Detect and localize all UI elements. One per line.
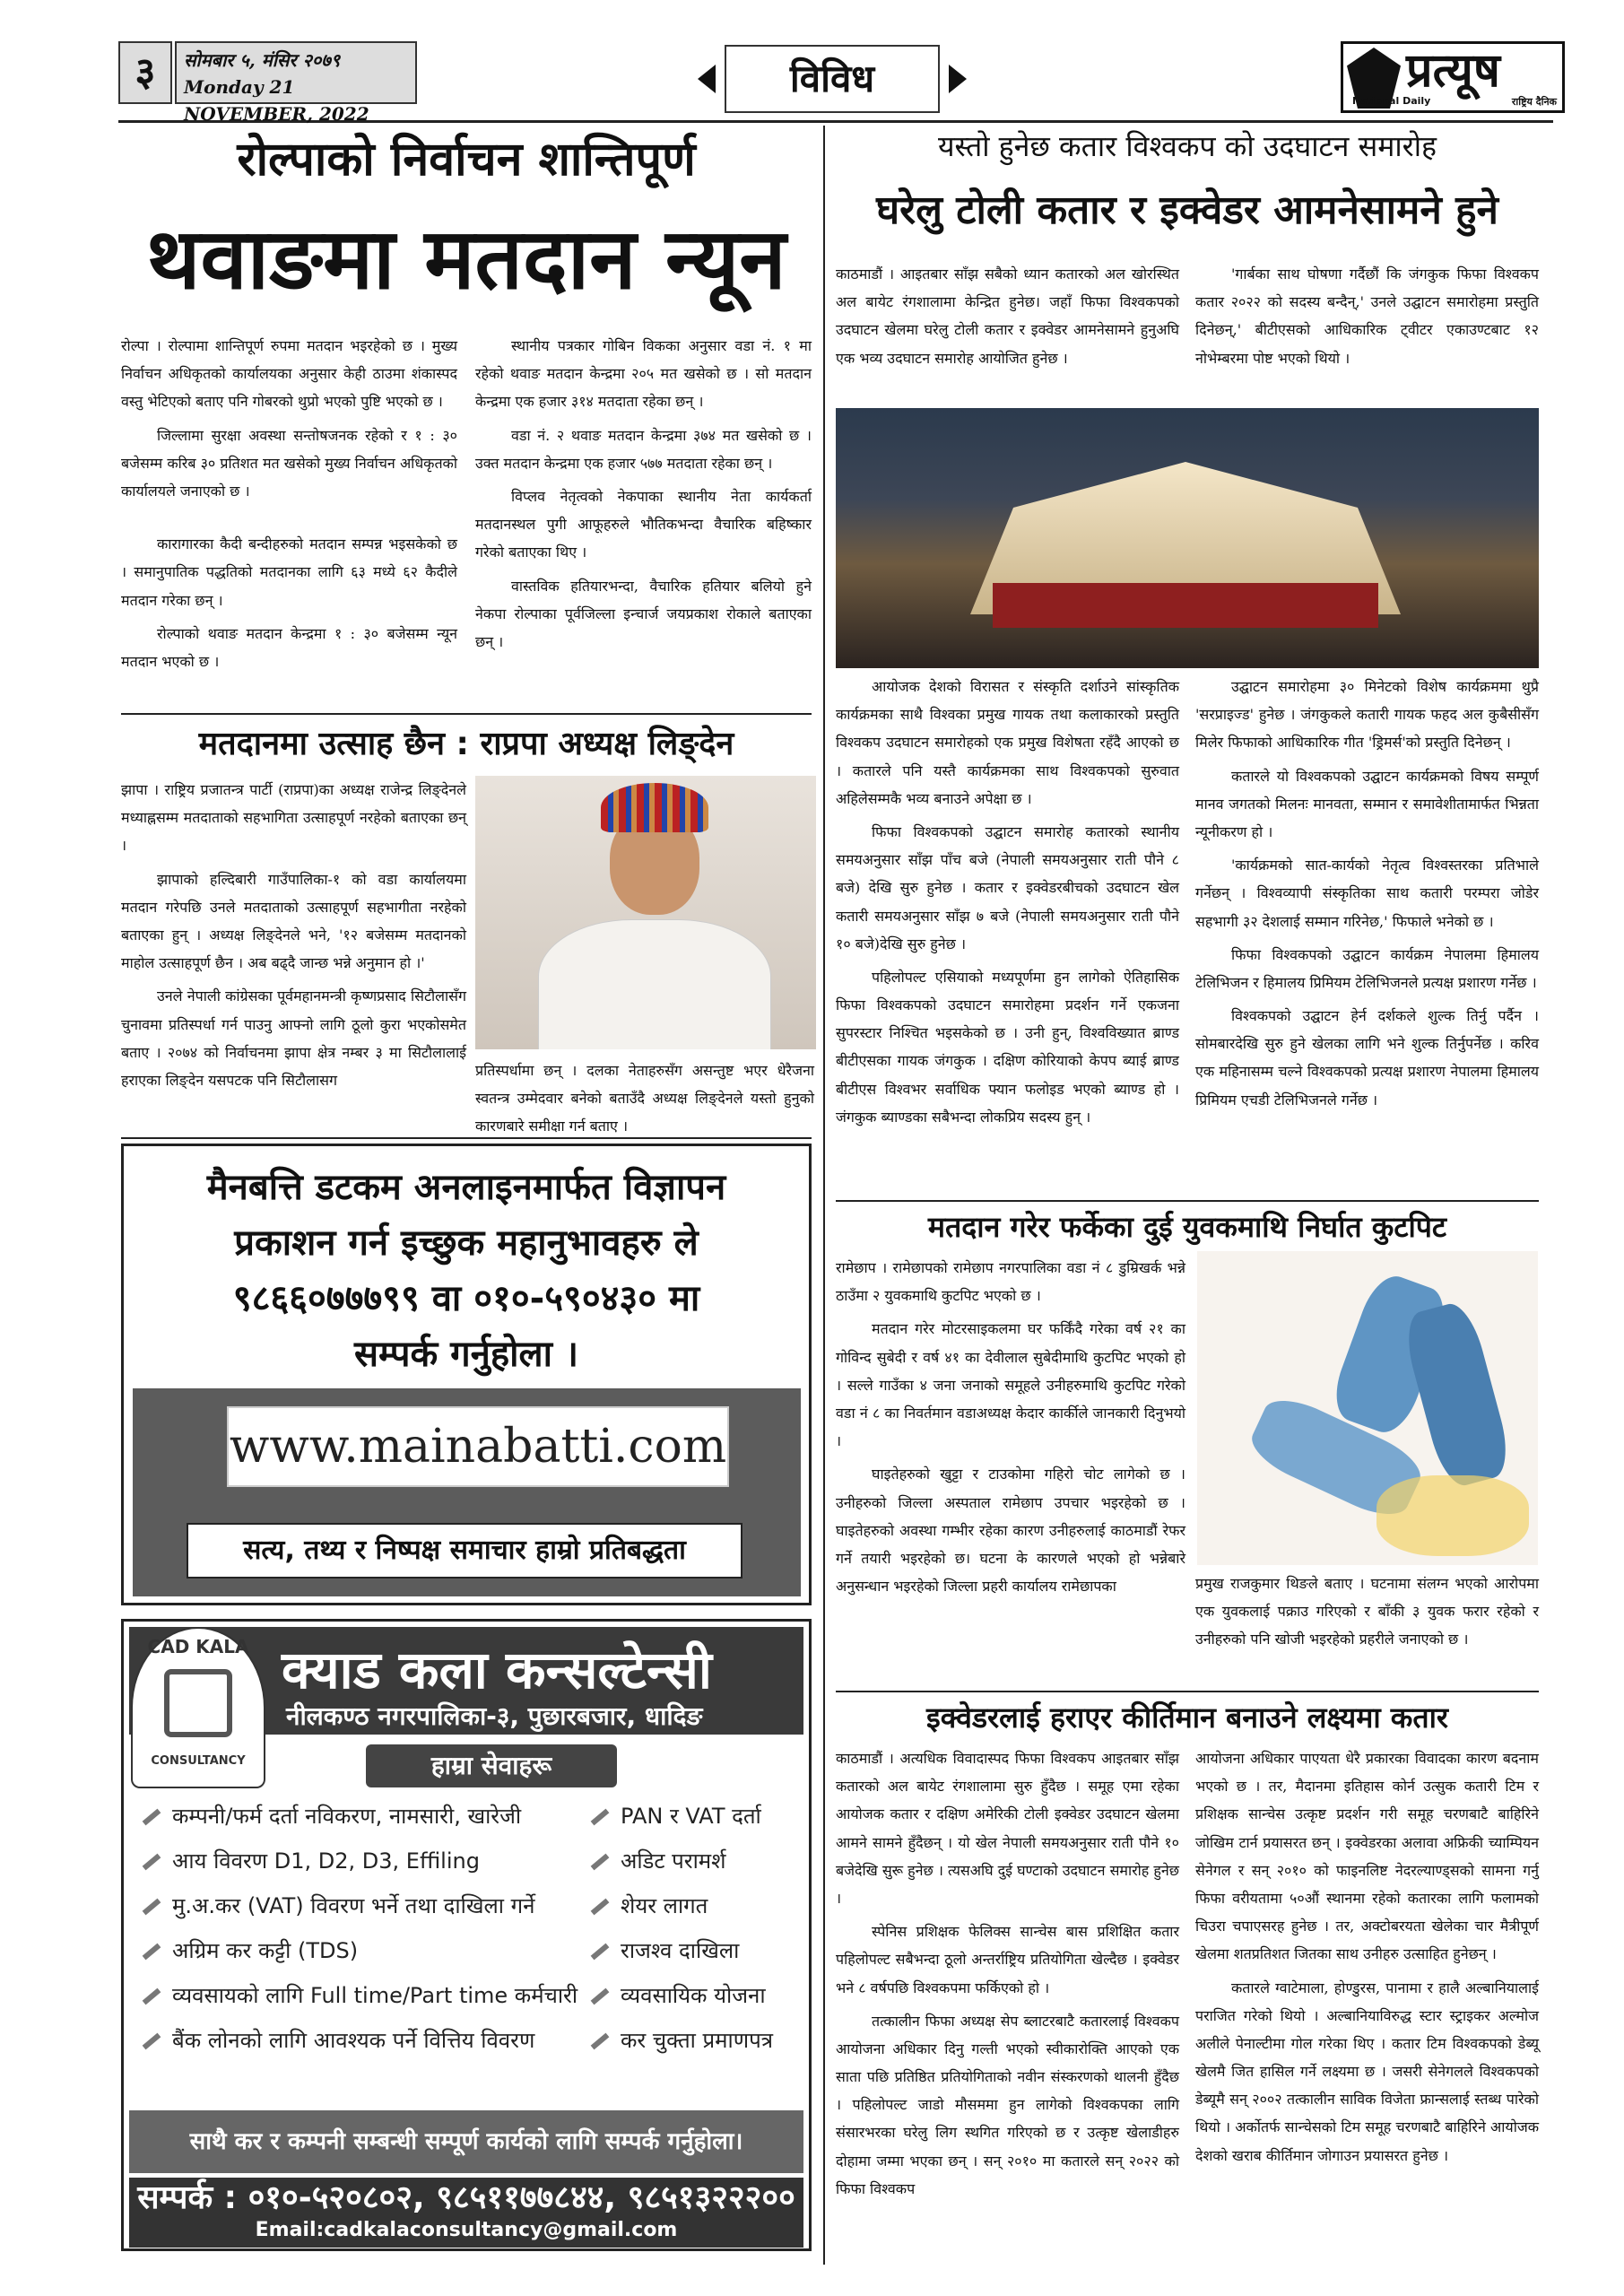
paragraph: रामेछाप । रामेछापको रामेछाप नगरपालिका वडा नं ८ डुम्रिखर्क भन्ने ठाउँमा २ युवकमाथि कुटपिट भएको छ ।	[836, 1259, 1185, 1305]
paragraph: फिफा विश्वकपको उद्घाटन समारोह कतारको स्थानीय समयअनुसार साँझ पाँच बजे (नेपाली समयअनुसार राती पौने ८ बजे) देखि सुरु हुनेछ । कतार र इक्वेडरबीचको उदघाटन खेल कतारी समयअनुसार साँझ ७ बजे (नेपाली समयअनुसार राती पौने १० बजे)देखि सुरु हुनेछ ।	[836, 822, 1179, 952]
ecuador-column-1	[836, 1744, 1179, 2208]
paragraph: प्रमुख राजकुमार थिङले बताए । घटनामा संलग्न भएको आरोपमा एक युवकलाई पक्राउ गरिएको र बाँकी ३ युवक फरार रहेको र उनीहरुको पनि खोजी भइरहेको प्रहरीले जनाएको छ ।	[1195, 1575, 1539, 1648]
qatar-column-1	[836, 673, 1179, 1136]
logo-subtitle	[1352, 95, 1557, 109]
service-item	[590, 1891, 708, 1920]
service-item	[590, 1980, 766, 2010]
paragraph: आयोजक देशको विरासत र संस्कृति दर्शाउने सांस्कृतिक कार्यक्रमका साथै विश्वका प्रमुख गायक तथा कलाकारको प्रस्तुति विश्वकप उदघाटन समारोहको एक प्रमुख विशेषता रहँदै आएको छ । कतारले पनि यस्तै कार्यक्रमका साथ विश्वकपको सुरुवात अहिलेसम्मकै भव्य बनाउने अपेक्षा छ ।	[836, 678, 1179, 807]
paragraph: उद्घाटन समारोहमा ३० मिनेटको विशेष कार्यक्रममा थुप्रै 'सरप्राइज्ड' हुनेछ । जंगकुकले कतारी गायक फहद अल कुबैसीसँग मिलेर फिफाको आधिकारिक गीत 'ड्रिमर्स'को प्रस्तुति दिनेछन् ।	[1195, 678, 1539, 752]
pen-icon	[591, 1899, 610, 1916]
logo-name: प्रत्यूष	[1406, 44, 1500, 98]
paragraph: उनले नेपाली कांग्रेसका पूर्वमहानमन्त्री कृष्णप्रसाद सिटौलासँग चुनावमा प्रतिस्पर्धा गर्न पाउनु आफ्नो लागि ठूलो कुरा भएकोसमेत बताए । २०७४ को निर्वाचनमा झापा क्षेत्र नम्बर ३ मा सिटौलालाई हराएका लिङ्देन यसपटक पनि सिटौलासग	[121, 987, 466, 1089]
ad-line: प्रकाशन गर्न इच्छुक महानुभावहरु ले	[234, 1222, 699, 1264]
ramechhap-headline: मतदान गरेर फर्केका दुई युवकमाथि निर्घात कुटपिट	[927, 1210, 1447, 1244]
ad-contact	[129, 2178, 803, 2248]
service-label: अडिट परामर्श	[621, 1848, 726, 1874]
rpp-column-1	[121, 776, 466, 1100]
divider	[121, 1137, 812, 1139]
illustration-shadow	[1376, 1475, 1529, 1556]
paragraph: 'गार्बका साथ घोषणा गर्दैछौं कि जंगकुक फिफा विश्वकप कतार २०२२ को सदस्य बन्दैन्,' उनले उद्घाटन समारोहमा प्रस्तुति दिनेछन्,' बीटीएसको आधिकारिक ट्वीटर एकाउण्टबाट १२ नोभेम्बरमा पोष्ट भएको थियो ।	[1195, 265, 1539, 367]
service-item	[590, 1846, 725, 1875]
service-item	[590, 2025, 773, 2055]
service-label: व्यवसायको लागि Full time/Part time कर्मचारी	[172, 1983, 578, 2008]
logo-text: CAD KALA	[147, 1636, 249, 1657]
paragraph: फिफा विश्वकपको उद्घाटन कार्यक्रम नेपालमा हिमालय टेलिभिजन र हिमालय प्रिमियम टेलिभिजनले प्रत्यक्ष प्रशारण गर्नेछ ।	[1195, 945, 1539, 991]
pen-icon	[591, 1944, 610, 1961]
qatar-column-2	[1195, 673, 1539, 1119]
cadkala-ad	[121, 1619, 812, 2251]
pen-icon	[143, 1854, 161, 1871]
paragraph: वास्तविक हतियारभन्दा, वैचारिक हतियार बलियो हुने नेकपा रोल्पाका पूर्वजिल्ला इन्चार्ज जयप्रकाश रोकाले बताएका छन् ।	[475, 577, 812, 650]
paragraph: आयोजना अधिकार पाएयता धेरै प्रकारका विवादका कारण बदनाम भएको छ । तर, मैदानमा इतिहास कोर्न उत्सुक कतारी टिम र प्रशिक्षक सान्चेस उत्कृष्ट प्रदर्शन गरी समूह चरणबाटै बाहिरिने जोखिम टार्न प्रयासरत छन् । इक्वेडरका अलावा अफ्रिकी च्याम्पियन सेनेगल र सन् २०१० को फाइनलिष्ट नेदरल्याण्ड्सको सामना गर्नु फिफा वरीयतामा ५०औं स्थानमा रहेको कतारका लागि फलामको चिउरा चपाएसरह हुनेछ । तर, अक्टोबरयता खेलेका चार मैत्रीपूर्ण खेलमा शतप्रतिशत जितका साथ उनीहरु उत्साहित हुनेछन् ।	[1195, 1750, 1539, 1963]
rolpa-column-1	[121, 332, 457, 681]
stadium-band-shape	[993, 583, 1378, 628]
rpp-column-2	[475, 1057, 814, 1146]
lingden-photo	[475, 776, 816, 1049]
mainabatti-ad	[121, 1144, 812, 1605]
paragraph: विप्लव नेतृत्वको नेकपाका स्थानीय नेता कार्यकर्ता मतदानस्थल पुगी आफूहरुले भौतिकभन्दा वैचारिक बहिष्कार गरेको बताएका थिए ।	[475, 487, 812, 561]
paragraph: कारागारका कैदी बन्दीहरुको मतदान सम्पन्न भइसकेको छ । समानुपातिक पद्धतिको मतदानका लागि ६३ मध्ये ६२ कैदीले मतदान गरेका छन् ।	[121, 535, 457, 609]
paragraph: जिल्लामा सुरक्षा अवस्था सन्तोषजनक रहेको र १ : ३० बजेसम्म करिब ३० प्रतिशत मत खसेको मुख्य निर्वाचन अधिकृतको कार्यालयले जनाएको छ ।	[121, 426, 457, 500]
pen-icon	[143, 1809, 161, 1826]
service-label: बैंक लोनको लागि आवश्यक पर्ने वित्तिय विवरण	[172, 2028, 535, 2053]
paragraph: झापाको हल्दिबारी गाउँपालिका-१ को वडा कार्यालयमा मतदान गरेपछि उनले मतदाताको उत्साहपूर्ण सहभागीता नरहेको बताएका हुन् । अध्यक्ष लिङ्देनले भने, '१२ बजेसम्म मतदानको माहोल उत्साहपूर्ण छैन । अब बढ्दै जान्छ भन्ने अनुमान हो ।'	[121, 870, 466, 972]
service-item	[590, 1935, 739, 1965]
section-title: विविध	[725, 45, 940, 113]
photo-figure-cap	[601, 783, 708, 832]
al-bayt-stadium-photo	[836, 408, 1539, 668]
paragraph: वडा नं. २ थवाङ मतदान केन्द्रमा ३७४ मत खसेको छ । उक्त मतदान केन्द्रमा एक हजार ५७७ मतदाता रहेका छन् ।	[475, 426, 812, 472]
pen-icon	[143, 1899, 161, 1916]
photo-figure-body	[538, 919, 771, 1049]
contact-email: Email:cadkalaconsultancy@gmail.com	[255, 2219, 678, 2241]
paragraph: 'कार्यक्रमको सात-कार्यको नेतृत्व विश्वस्तरका प्रतिभाले गर्नेछन् । विश्वव्यापी संस्कृतिका साथ कतारी परम्परा जोडेर सहभागी ३२ देशलाई सम्मान गरिनेछ,' फिफाले भनेको छ ।	[1195, 857, 1539, 930]
qatar-top-column-1	[836, 260, 1179, 378]
paragraph: स्थानीय पत्रकार गोबिन विकका अनुसार वडा नं. १ मा रहेको थवाङ मतदान केन्द्रमा २०५ मत खसेको छ । सो मतदान केन्द्रमा एक हजार ३१४ मतदाता रहेका छन् ।	[475, 337, 812, 411]
ad-url: www.mainabatti.com	[227, 1406, 729, 1487]
ad-banner	[133, 1388, 801, 1596]
paragraph: स्पेनिस प्रशिक्षक फेलिक्स सान्चेस बास प्रशिक्षित कतार पहिलोपल्ट सबैभन्दा ठूलो अन्तर्राष्ट्रिय प्रतियोगिता खेल्दैछ । इक्वेडर भने ८ वर्षपछि विश्वकपमा फर्किएको हो ।	[836, 1923, 1179, 1996]
ad-cta-banner: साथै कर र कम्पनी सम्बन्धी सम्पूर्ण कार्यको लागि सम्पर्क गर्नुहोला।	[129, 2110, 803, 2173]
pen-icon	[591, 1988, 610, 2005]
service-item	[142, 2025, 534, 2055]
newspaper-logo	[1341, 41, 1565, 113]
contact-phones: सम्पर्क : ०१०-५२०८०२, ९८५११७७८४४, ९८५१३२२२००	[137, 2179, 795, 2216]
rolpa-kicker: रोल्पाको निर्वाचन शान्तिपूर्ण	[237, 133, 696, 187]
ad-phone: ९८६६०७७७९९ वा ०१०-५९०४३० मा	[232, 1278, 700, 1319]
paragraph: काठमाडौं । अत्यधिक विवादास्पद फिफा विश्वकप आइतबार साँझ कतारको अल बायेट रंगशालामा सुरु हुँदैछ । समूह एमा रहेका आयोजक कतार र दक्षिण अमेरिकी टोली इक्वेडर उदघाटन खेलमा आमने सामने हुँदैछन् । यो खेल नेपाली समयअनुसार राती पौने १० बजेदेखि सुरू हुनेछ । त्यसअघि दुई घण्टाको उदघाटन समारोह हुनेछ ।	[836, 1750, 1179, 1907]
paragraph: घाइतेहरुको खुट्टा र टाउकोमा गहिरो चोट लागेको छ । उनीहरुको जिल्ला अस्पताल रामेछाप उपचार भइरहेको छ । घाइतेहरुको अवस्था गम्भीर रहेका कारण उनीहरुलाई काठमाडौं रेफर गर्ने तयारी भइरहेको छ। घटना के कारणले भएको हो भन्नेबारे अनुसन्धान भइरहेको जिल्ला प्रहरी कार्यालय रामेछापका	[836, 1465, 1185, 1596]
service-label: व्यवसायिक योजना	[621, 1983, 766, 2008]
service-item	[142, 1846, 480, 1875]
divider	[836, 1200, 1539, 1202]
service-label: कम्पनी/फर्म दर्ता नविकरण, नामसारी, खारेजी	[172, 1804, 522, 1829]
service-item	[142, 1891, 534, 1920]
service-label: राजश्व दाखिला	[621, 1938, 740, 1963]
service-item	[142, 1935, 358, 1965]
paragraph: प्रतिस्पर्धामा छन् । दलका नेताहरुसँग असन्तुष्ट भएर धेरैजना स्वतन्त्र उम्मेदवार बनेको बताउँदै अध्यक्ष लिङ्देनले यस्तो हुनुको कारणबारे समीक्षा गर्न बताए ।	[475, 1062, 814, 1135]
ecuador-column-2	[1195, 1744, 1539, 2175]
paragraph: कतारले यो विश्वकपको उद्घाटन कार्यक्रमको विषय सम्पूर्ण मानव जगतको मिलनः मानवता, सम्मान र समावेशीतामार्फत भिन्नता न्यूनीकरण हो ।	[1195, 767, 1539, 840]
rpp-headline: मतदानमा उत्साह छैन : राप्रपा अध्यक्ष लिङ्देन	[198, 726, 734, 762]
issue-date	[175, 41, 417, 125]
date-english: Monday 21 NOVEMBER, 2022	[184, 76, 369, 125]
divider	[836, 1691, 1539, 1692]
service-label: शेयर लागत	[621, 1893, 708, 1918]
service-label: कर चुक्ता प्रमाणपत्र	[621, 2028, 773, 2053]
paragraph: पहिलोपल्ट एसियाको मध्यपूर्णमा हुन लागेको ऐतिहासिक फिफा विश्वकपको उदघाटन समारोहमा प्रदर्शन गर्ने एकजना सुपरस्टार निश्चित भइसकेको छ । उनी हुन्, विश्वविख्यात ब्राण्ड बीटीएसका गायक जंगकुक । दक्षिण कोरियाको केपप ब्याई ब्राण्ड बीटीएस विश्वभर सर्वाधिक फ्यान फलोइड भएको ब्याण्ड हो । जंगकुक ब्याण्डका सबैभन्दा लोकप्रिय सदस्य हुन् ।	[836, 968, 1179, 1126]
arrow-left-icon	[698, 65, 716, 93]
ramechhap-column-2	[1195, 1570, 1539, 1659]
ecuador-headline: इक्वेडरलाई हराएर कीर्तिमान बनाउने लक्ष्यमा कतार	[925, 1700, 1448, 1735]
assault-illustration	[1197, 1251, 1538, 1565]
divider	[121, 713, 812, 715]
date-nepali: सोमबार ५, मंसिर २०७९	[184, 49, 341, 71]
ad-line: सम्पर्क गर्नुहोला ।	[353, 1334, 579, 1375]
paragraph: काठमाडौं । आइतबार साँझ सबैको ध्यान कतारको अल खोरस्थित अल बायेट रंगशालामा केन्द्रित हुनेछ। जहाँ फिफा विश्वकपको उदघाटन खेलमा घरेलु टोली कतार र इक्वेडर आमनेसामने हुनुअघि एक भव्य उदघाटन समारोह आयोजित हुनेछ ।	[836, 265, 1179, 367]
pen-icon	[591, 1809, 610, 1826]
logo-subtext: CONSULTANCY	[151, 1754, 246, 1768]
ramechhap-column-1	[836, 1254, 1185, 1605]
pen-icon	[143, 1944, 161, 1961]
column-divider	[823, 126, 825, 2265]
rolpa-headline: थवाङमा मतदान न्यून	[146, 211, 786, 309]
service-item	[142, 1980, 578, 2010]
pen-icon	[143, 2033, 161, 2050]
logo-sub-english: National Daily	[1352, 95, 1431, 107]
paragraph: मतदान गरेर मोटरसाइकलमा घर फर्किंदै गरेका वर्ष २१ का गोविन्द सुबेदी र वर्ष ४१ का देवीलाल सुबेदीमाथि कुटपिट भएको हो । सल्ले गाउँका ४ जना जनाको समूहले उनीहरुमाथि कुटपिट गरेको वडा नं ८ का निवर्तमान वडाअध्यक्ष केदार कार्कीले जानकारी दिनुभयो ।	[836, 1320, 1185, 1450]
paragraph: कतारले ग्वाटेमाला, होण्डुरस, पानामा र हालै अल्बानियालाई पराजित गरेको थियो । अल्बानियाविरुद्ध स्टार स्ट्राइकर अल्मोज अलीले पेनाल्टीमा गोल गरेका थिए । कतार टिम विश्वकपको डेब्यू खेलमै जित हासिल गर्ने लक्ष्यमा छ । जसरी सेनेगलले विश्वकपको डेब्यूमै सन् २००२ तत्कालीन साविक विजेता फ्रान्सलाई स्तब्ध पारेको थियो । अर्कोतर्फ सान्चेसको टिम समूह चरणबाटै बाहिरिने आयोजक देशको खराब कीर्तिमान जोगाउन प्रयासरत हुनेछ ।	[1195, 1979, 1539, 2164]
section-label	[698, 45, 967, 113]
service-label: आय विवरण D1, D2, D3, Effiling	[172, 1848, 480, 1874]
pen-icon	[143, 1988, 161, 2005]
paragraph: रोल्पा । रोल्पामा शान्तिपूर्ण रुपमा मतदान भइरहेको छ । मुख्य निर्वाचन अधिकृतको कार्यालयका अनुसार केही ठाउमा शंकास्पद वस्तु भेटिएको बताए पनि गोबरको थुप्रो भएको पुष्टि भएको छ ।	[121, 337, 457, 411]
service-label: मु.अ.कर (VAT) विवरण भर्ने तथा दाखिला गर्ने	[172, 1893, 535, 1918]
arrow-right-icon	[949, 65, 967, 93]
paragraph: झापा । राष्ट्रिय प्रजातन्त्र पार्टी (राप्रपा)का अध्यक्ष राजेन्द्र लिङ्देनले मध्याह्नसम्म मतदाताको सहभागिता उत्साहपूर्ण नरहेको बताएका छन् ।	[121, 781, 466, 855]
service-item	[590, 1801, 761, 1831]
qatar-headline: घरेलु टोली कतार र इक्वेडर आमनेसामने हुने	[876, 187, 1498, 233]
service-label: अग्रिम कर कट्टी (TDS)	[172, 1938, 359, 1963]
ad-title: क्याड कला कन्सल्टेन्सी	[282, 1639, 712, 1700]
paragraph: तत्कालीन फिफा अध्यक्ष सेप ब्लाटरबाटै कतारलाई विश्वकप आयोजना अधिकार दिनु गल्ती भएको स्वीकारोक्ति आएको एक साता पछि प्रतिष्ठित प्रतियोगिताको नवीन संस्करणको थालनी हुँदैछ । पहिलोपल्ट जाडो मौसममा हुन लागेको विश्वकपका लागि संसारभरका घरेलु लिग स्थगित गरिएको छ र उत्कृष्ट खेलाडीहरु दोहामा जम्मा भएका छन् । सन् २०१० मा कतारले सन् २०२२ को फिफा विश्वकप	[836, 2012, 1180, 2197]
ad-tagline: सत्य, तथ्य र निष्पक्ष समाचार हाम्रो प्रतिबद्धता	[187, 1523, 743, 1578]
services-title: हाम्रा सेवाहरू	[366, 1744, 617, 1787]
qatar-top-column-2	[1195, 260, 1539, 378]
logo-sub-nepali: राष्ट्रिय दैनिक	[1511, 96, 1557, 108]
rolpa-column-2	[475, 332, 812, 661]
paragraph: विश्वकपको उद्घाटन हेर्न दर्शकले शुल्क तिर्नु पर्दैन । सोमबारदेखि सुरु हुने खेलका लागि भने शुल्क तिर्नुपर्नेछ । करिव एक महिनासम्म चल्ने विश्वकपको प्रत्यक्ष प्रशारण नेपालमा हिमालय प्रिमियम एचडी टेलिभिजनले गर्नेछ ।	[1195, 1007, 1539, 1109]
ad-address: नीलकण्ठ नगरपालिका-३, पुछारबजार, धादिङ	[286, 1701, 703, 1731]
pen-icon	[591, 1854, 610, 1871]
service-item	[142, 1801, 521, 1831]
pen-icon	[591, 2033, 610, 2050]
paragraph: रोल्पाको थवाङ मतदान केन्द्रमा १ : ३० बजेसम्म न्यून मतदान भएको छ ।	[121, 624, 457, 670]
ad-line: मैनबत्ति डटकम अनलाइनमार्फत विज्ञापन	[206, 1167, 726, 1208]
qatar-kicker: यस्तो हुनेछ कतार विश्वकप को उदघाटन समारोह	[937, 129, 1437, 163]
service-label: PAN र VAT दर्ता	[621, 1804, 761, 1829]
cadkala-logo	[131, 1627, 265, 1788]
page-number: ३	[118, 41, 172, 104]
logo-house-icon	[164, 1669, 232, 1737]
